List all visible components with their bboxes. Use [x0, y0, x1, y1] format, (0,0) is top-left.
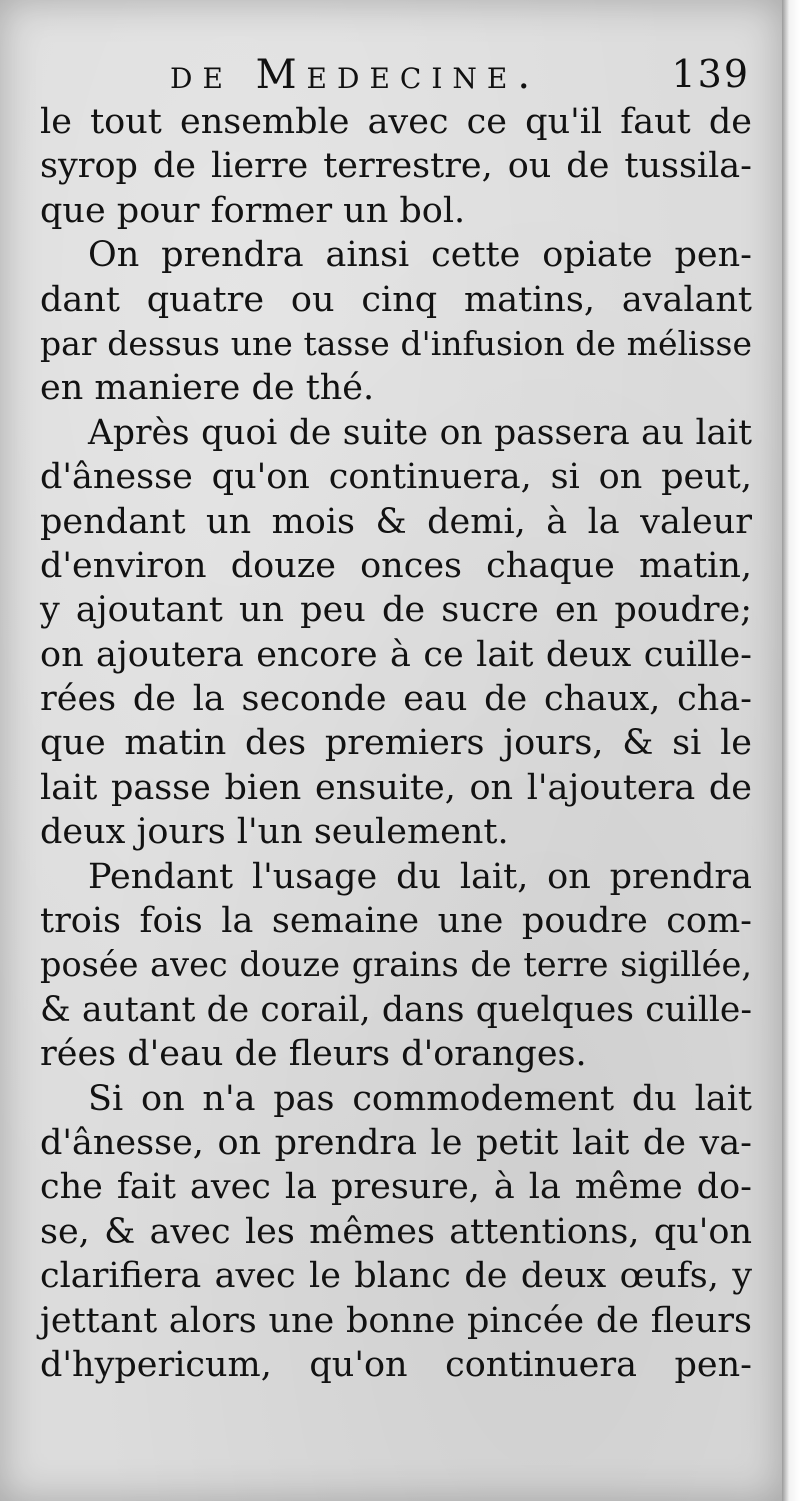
- text-line: pendant un mois & demi, à la valeur: [40, 501, 752, 542]
- running-title: de Medecine.: [170, 52, 541, 98]
- text-line: en maniere de thé.: [40, 368, 375, 409]
- text-line: deux jours l'un seulement.: [40, 812, 509, 853]
- text-line: Si on n'a pas commodement du lait: [88, 1078, 752, 1119]
- page-number: 139: [671, 52, 750, 96]
- text-line: d'ânesse, on prendra le petit lait de va-: [40, 1122, 752, 1163]
- text-line: rées de la seconde eau de chaux, cha-: [40, 679, 752, 720]
- body-text: [40, 100, 752, 1387]
- text-line: Pendant l'usage du lait, on prendra: [88, 856, 752, 897]
- text-line: rées d'eau de fleurs d'oranges.: [40, 1034, 587, 1075]
- text-line: clarifiera avec le blanc de deux œufs, y: [40, 1256, 752, 1297]
- text-line: trois fois la semaine une poudre com-: [40, 901, 752, 942]
- text-line: que pour former un bol.: [40, 190, 466, 231]
- page-edge: [782, 0, 800, 1501]
- text-line: jettant alors une bonne pincée de fleurs: [40, 1300, 752, 1341]
- text-line: posée avec douze grains de terre sigillée,: [40, 945, 752, 985]
- paragraph: [40, 233, 752, 411]
- text-line: dant quatre ou cinq matins, avalant: [40, 279, 752, 320]
- text-line: d'environ douze onces chaque matin,: [40, 545, 752, 586]
- text-line: d'ânesse qu'on continuera, si on peut,: [40, 457, 752, 498]
- paragraph: [40, 855, 752, 1077]
- text-line: que matin des premiers jours, & si le: [40, 723, 752, 764]
- text-line: se, & avec les mêmes attentions, qu'on: [40, 1211, 752, 1252]
- text-line: Après quoi de suite on passera au lait: [88, 412, 752, 453]
- paragraph: [40, 1077, 752, 1388]
- text-line: lait passe bien ensuite, on l'ajoutera de: [40, 767, 752, 808]
- text-line: y ajoutant un peu de sucre en poudre;: [40, 590, 752, 631]
- text-line: par dessus une tasse d'infusion de mélisse: [40, 323, 752, 363]
- page-header: [170, 52, 750, 102]
- text-line: le tout ensemble avec ce qu'il faut de: [40, 102, 752, 142]
- paragraph: [40, 100, 752, 233]
- text-line: che fait avec la presure, à la même do-: [40, 1167, 752, 1208]
- paragraph: [40, 411, 752, 855]
- text-line: on ajoutera encore à ce lait deux cuille-: [40, 634, 752, 675]
- text-line: syrop de lierre terrestre, ou de tussila-: [40, 146, 752, 187]
- text-line: On prendra ainsi cette opiate pen-: [88, 235, 752, 276]
- text-line: d'hypericum, qu'on continuera pen-: [40, 1344, 752, 1385]
- text-line: & autant de corail, dans quelques cuille-: [40, 989, 752, 1030]
